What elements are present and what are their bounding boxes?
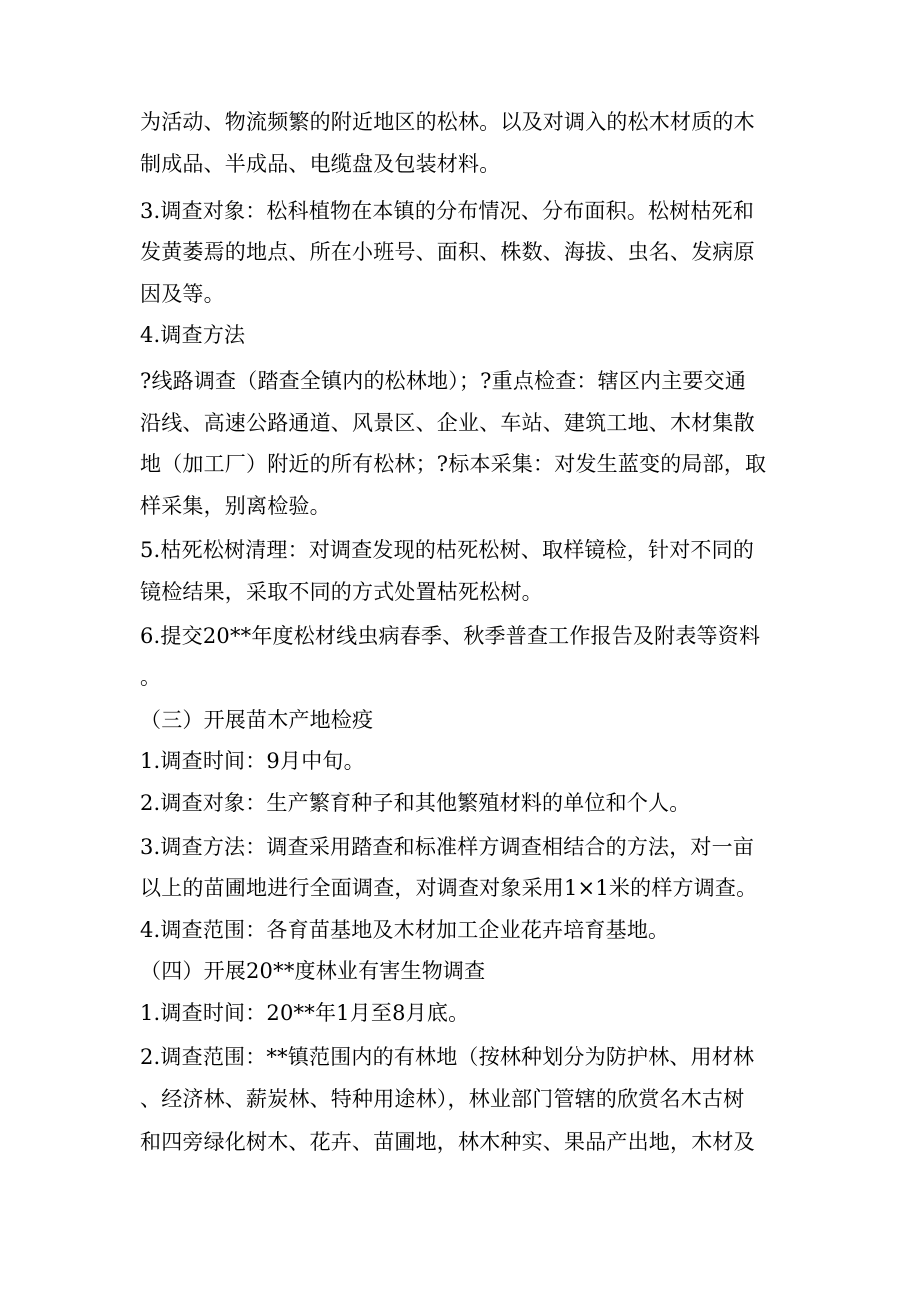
- text-line: ?线路调查（踏查全镇内的松林地）；?重点检查：辖区内主要交通: [140, 369, 747, 393]
- text-line: 1.调查时间：9月中旬。: [140, 749, 365, 773]
- section-heading: （四）开展20**度林业有害生物调查: [140, 959, 486, 983]
- text-line: 2.调查对象：生产繁育种子和其他繁殖材料的单位和个人。: [140, 791, 691, 815]
- text-line: 镜检结果，采取不同的方式处置枯死松树。: [140, 580, 543, 604]
- text-line: 地（加工厂）附近的所有松林；?标本采集：对发生蓝变的局部，取: [140, 452, 767, 476]
- text-line: 。: [140, 665, 162, 689]
- text-line: 为活动、物流频繁的附近地区的松林。以及对调入的松木材质的木: [140, 110, 755, 134]
- text-line: 样采集，别离检验。: [140, 494, 331, 518]
- text-line: 1.调查时间：20**年1月至8月底。: [140, 1001, 470, 1025]
- text-line: 3.调查对象：松科植物在本镇的分布情况、分布面积。松树枯死和: [140, 199, 755, 223]
- text-line: 4.调查范围：各育苗基地及木材加工企业花卉培育基地。: [140, 918, 670, 942]
- text-line: 和四旁绿化树木、花卉、苗圃地，林木种实、果品产出地，木材及: [140, 1130, 755, 1154]
- text-line: 6.提交20**年度松材线虫病春季、秋季普查工作报告及附表等资料: [140, 624, 761, 648]
- section-heading: （三）开展苗木产地检疫: [140, 708, 374, 732]
- text-line: 、经济林、薪炭林、特种用途林），林业部门管辖的欣赏名木古树: [140, 1087, 745, 1111]
- text-line: 3.调查方法：调查采用踏查和标准样方调查相结合的方法，对一亩: [140, 835, 755, 859]
- text-line: 发黄萎焉的地点、所在小班号、面积、株数、海拔、虫名、发病原: [140, 240, 755, 264]
- text-line: 因及等。: [140, 282, 225, 306]
- section-heading: 4.调查方法: [140, 323, 246, 347]
- text-line: 5.枯死松树清理：对调查发现的枯死松树、取样镜检，针对不同的: [140, 538, 755, 562]
- text-line: 2.调查范围：**镇范围内的有林地（按林种划分为防护林、用材林: [140, 1045, 755, 1069]
- text-line: 沿线、高速公路通道、风景区、企业、车站、建筑工地、木材集散: [140, 411, 755, 435]
- text-line: 以上的苗圃地进行全面调查，对调查对象采用1×1米的样方调查。: [140, 876, 758, 900]
- text-line: 制成品、半成品、电缆盘及包装材料。: [140, 152, 501, 176]
